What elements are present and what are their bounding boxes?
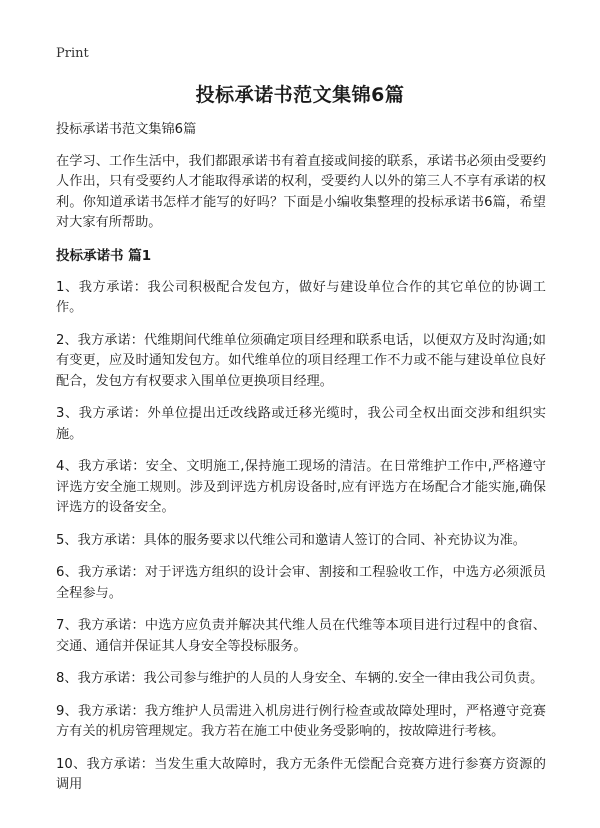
list-item: 10、我方承诺：当发生重大故障时，我方无条件无偿配合竞赛方进行参赛方资源的调用 [56, 756, 546, 792]
list-item: 4、我方承诺：安全、文明施工,保持施工现场的清洁。在日常维护工作中,严格遵守评选方安全施工规则。涉及到评选方机房设备时,应有评选方在场配合才能实施,确保评选方的设备安全。 [56, 459, 546, 515]
list-item: 2、我方承诺：代维期间代维单位须确定项目经理和联系电话，以便双方及时沟通;如有变更，应及时通知发包方。如代维单位的项目经理工作不力或不能与建设单位良好配合，发包方有权要求入围单位更换项目经理。 [56, 332, 546, 389]
list-item: 7、我方承诺：中选方应负责并解决其代维人员在代维等本项目进行过程中的食宿、交通、通信并保证其人身安全等投标服务。 [56, 618, 546, 654]
list-item: 9、我方承诺：我方维护人员需进入机房进行例行检查或故障处理时，严格遵守竞赛方有关的机房管理规定。我方若在施工中使业务受影响的，按故障进行考核。 [56, 703, 546, 739]
list-item: 3、我方承诺：外单位提出迁改线路或迁移光缆时，我公司全权出面交涉和组织实施。 [56, 406, 546, 442]
print-label: Print [56, 46, 89, 61]
list-item: 8、我方承诺：我公司参与维护的人员的人身安全、车辆的.安全一律由我公司负责。 [56, 671, 544, 686]
list-item: 5、我方承诺：具体的服务要求以代维公司和邀请人签订的合同、补充协议为准。 [56, 532, 526, 548]
section-heading: 投标承诺书 篇1 [56, 247, 152, 264]
list-item: 6、我方承诺：对于评选方组织的设计会审、割接和工程验收工作，中选方必须派员全程参与。 [56, 565, 546, 601]
document-title: 投标承诺书范文集锦6篇 [195, 84, 405, 106]
intro-paragraph: 在学习、工作生活中，我们都跟承诺书有着直接或间接的联系，承诺书必须由受要约人作出，只有受要约人才能取得承诺的权利，受要约人以外的第三人不享有承诺的权利。你知道承诺书怎样才能写的好吗？下面是小编收集整理的投标承诺书6篇，希望对大家有所帮助。 [56, 153, 546, 230]
document-body [56, 120, 546, 808]
document-subtitle: 投标承诺书范文集锦6篇 [56, 122, 197, 137]
list-item: 1、我方承诺：我公司积极配合发包方，做好与建设单位合作的其它单位的协调工作。 [56, 279, 546, 315]
